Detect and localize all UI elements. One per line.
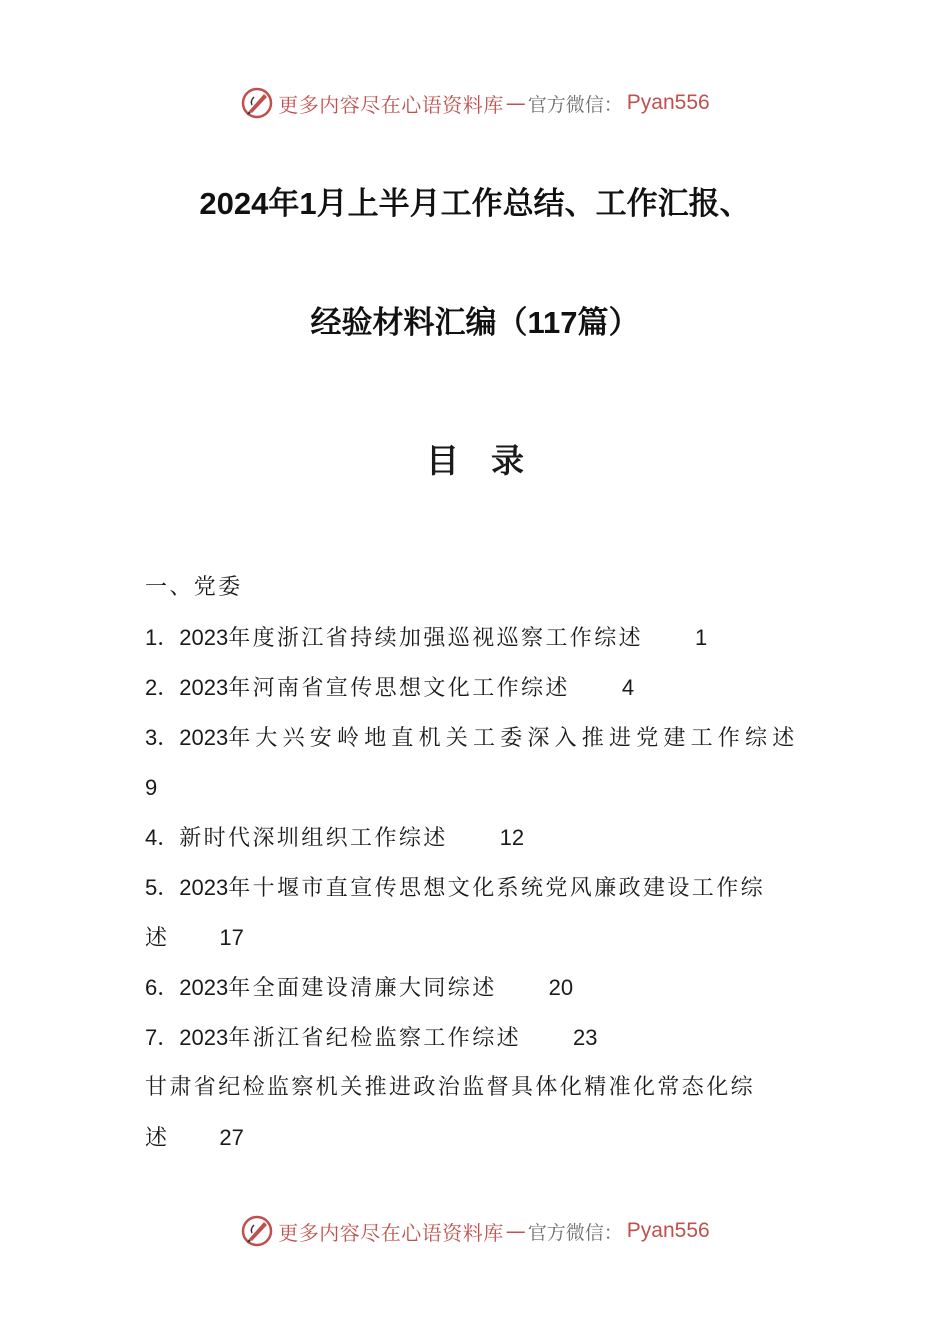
- toc-item-continuation[interactable]: [145, 1113, 815, 1163]
- toc-item-title: 年河南省宣传思想文化工作综述: [228, 676, 570, 701]
- toc-item-title-continued: 述: [145, 1126, 170, 1151]
- toc-item-number: 6．: [145, 975, 180, 1000]
- banner-wechat-label: 官方微信：: [527, 93, 623, 116]
- banner-wechat-label: 官方微信：: [527, 1221, 623, 1244]
- toc-item-page: 4: [621, 675, 635, 700]
- toc-item-year: 2023: [179, 975, 229, 1000]
- toc-item[interactable]: [145, 963, 815, 1013]
- toc-item-page: 1: [695, 625, 708, 650]
- toc-heading: 目录: [426, 441, 556, 480]
- toc-item-number: 5．: [145, 875, 180, 900]
- toc-item-number: 1．: [145, 625, 180, 650]
- banner-separator: —: [505, 91, 526, 115]
- toc-item-page: 23: [573, 1025, 598, 1050]
- toc-item-page: 20: [548, 975, 574, 1000]
- toc-item-title: 年十堰市直宣传思想文化系统党风廉政建设工作综: [228, 876, 766, 901]
- toc-item-number: 4．: [145, 825, 180, 850]
- toc-item[interactable]: [145, 613, 815, 663]
- document-title-line-1: 2024年1月上半月工作总结、工作汇报、: [199, 186, 751, 221]
- toc-item-number: 3．: [145, 725, 180, 750]
- toc-item-year: 2023: [179, 725, 229, 750]
- toc-item-title: 年全面建设清廉大同综述: [228, 976, 497, 1001]
- banner-wechat-id: Pyan556: [626, 91, 710, 114]
- header-banner: [0, 83, 950, 123]
- banner-wechat-id: Pyan556: [626, 1219, 710, 1242]
- pen-logo-icon: [240, 1214, 274, 1248]
- toc-item-continuation[interactable]: [145, 763, 815, 813]
- banner-separator: —: [505, 1219, 526, 1243]
- toc-item-year: 2023: [179, 675, 229, 700]
- toc-item-page: 27: [219, 1125, 244, 1150]
- toc-item-title: 甘肃省纪检监察机关推进政治监督具体化精准化常态化综: [145, 1075, 756, 1100]
- document-title-line-2: 经验材料汇编（117篇）: [310, 305, 640, 340]
- toc-item[interactable]: [145, 813, 815, 863]
- toc-item-title: 年浙江省纪检监察工作综述: [228, 1026, 522, 1051]
- toc-item-title-continued: 述: [145, 926, 170, 951]
- footer-banner: [0, 1211, 950, 1251]
- toc-section-heading: 一、党委: [145, 575, 243, 600]
- banner-text: 更多内容尽在心语资料库: [278, 92, 504, 117]
- toc-item-page: 9: [145, 775, 158, 800]
- toc-item-year: 2023: [179, 1025, 229, 1050]
- toc-item-year: 2023: [179, 875, 229, 900]
- pen-logo-icon: [240, 86, 274, 120]
- toc-item-page: 17: [219, 925, 244, 950]
- toc-item-title: 年度浙江省持续加强巡视巡察工作综述: [228, 626, 644, 651]
- toc-item-title: 年大兴安岭地直机关工委深入推进党建工作综述: [228, 726, 800, 751]
- toc-item-number: 7．: [145, 1025, 180, 1050]
- toc-item[interactable]: [145, 863, 815, 913]
- toc-item-year: 2023: [179, 625, 229, 650]
- toc-item[interactable]: [145, 1013, 815, 1063]
- toc-item-title: 新时代深圳组织工作综述: [179, 826, 448, 851]
- toc-item-page: 12: [499, 825, 525, 850]
- table-of-contents: [145, 563, 815, 1163]
- banner-text: 更多内容尽在心语资料库: [278, 1220, 504, 1245]
- toc-item[interactable]: [145, 713, 815, 763]
- toc-item-number: 2．: [145, 675, 180, 700]
- toc-item[interactable]: [145, 663, 815, 713]
- toc-item-continuation[interactable]: [145, 913, 815, 963]
- toc-item[interactable]: [145, 1063, 815, 1113]
